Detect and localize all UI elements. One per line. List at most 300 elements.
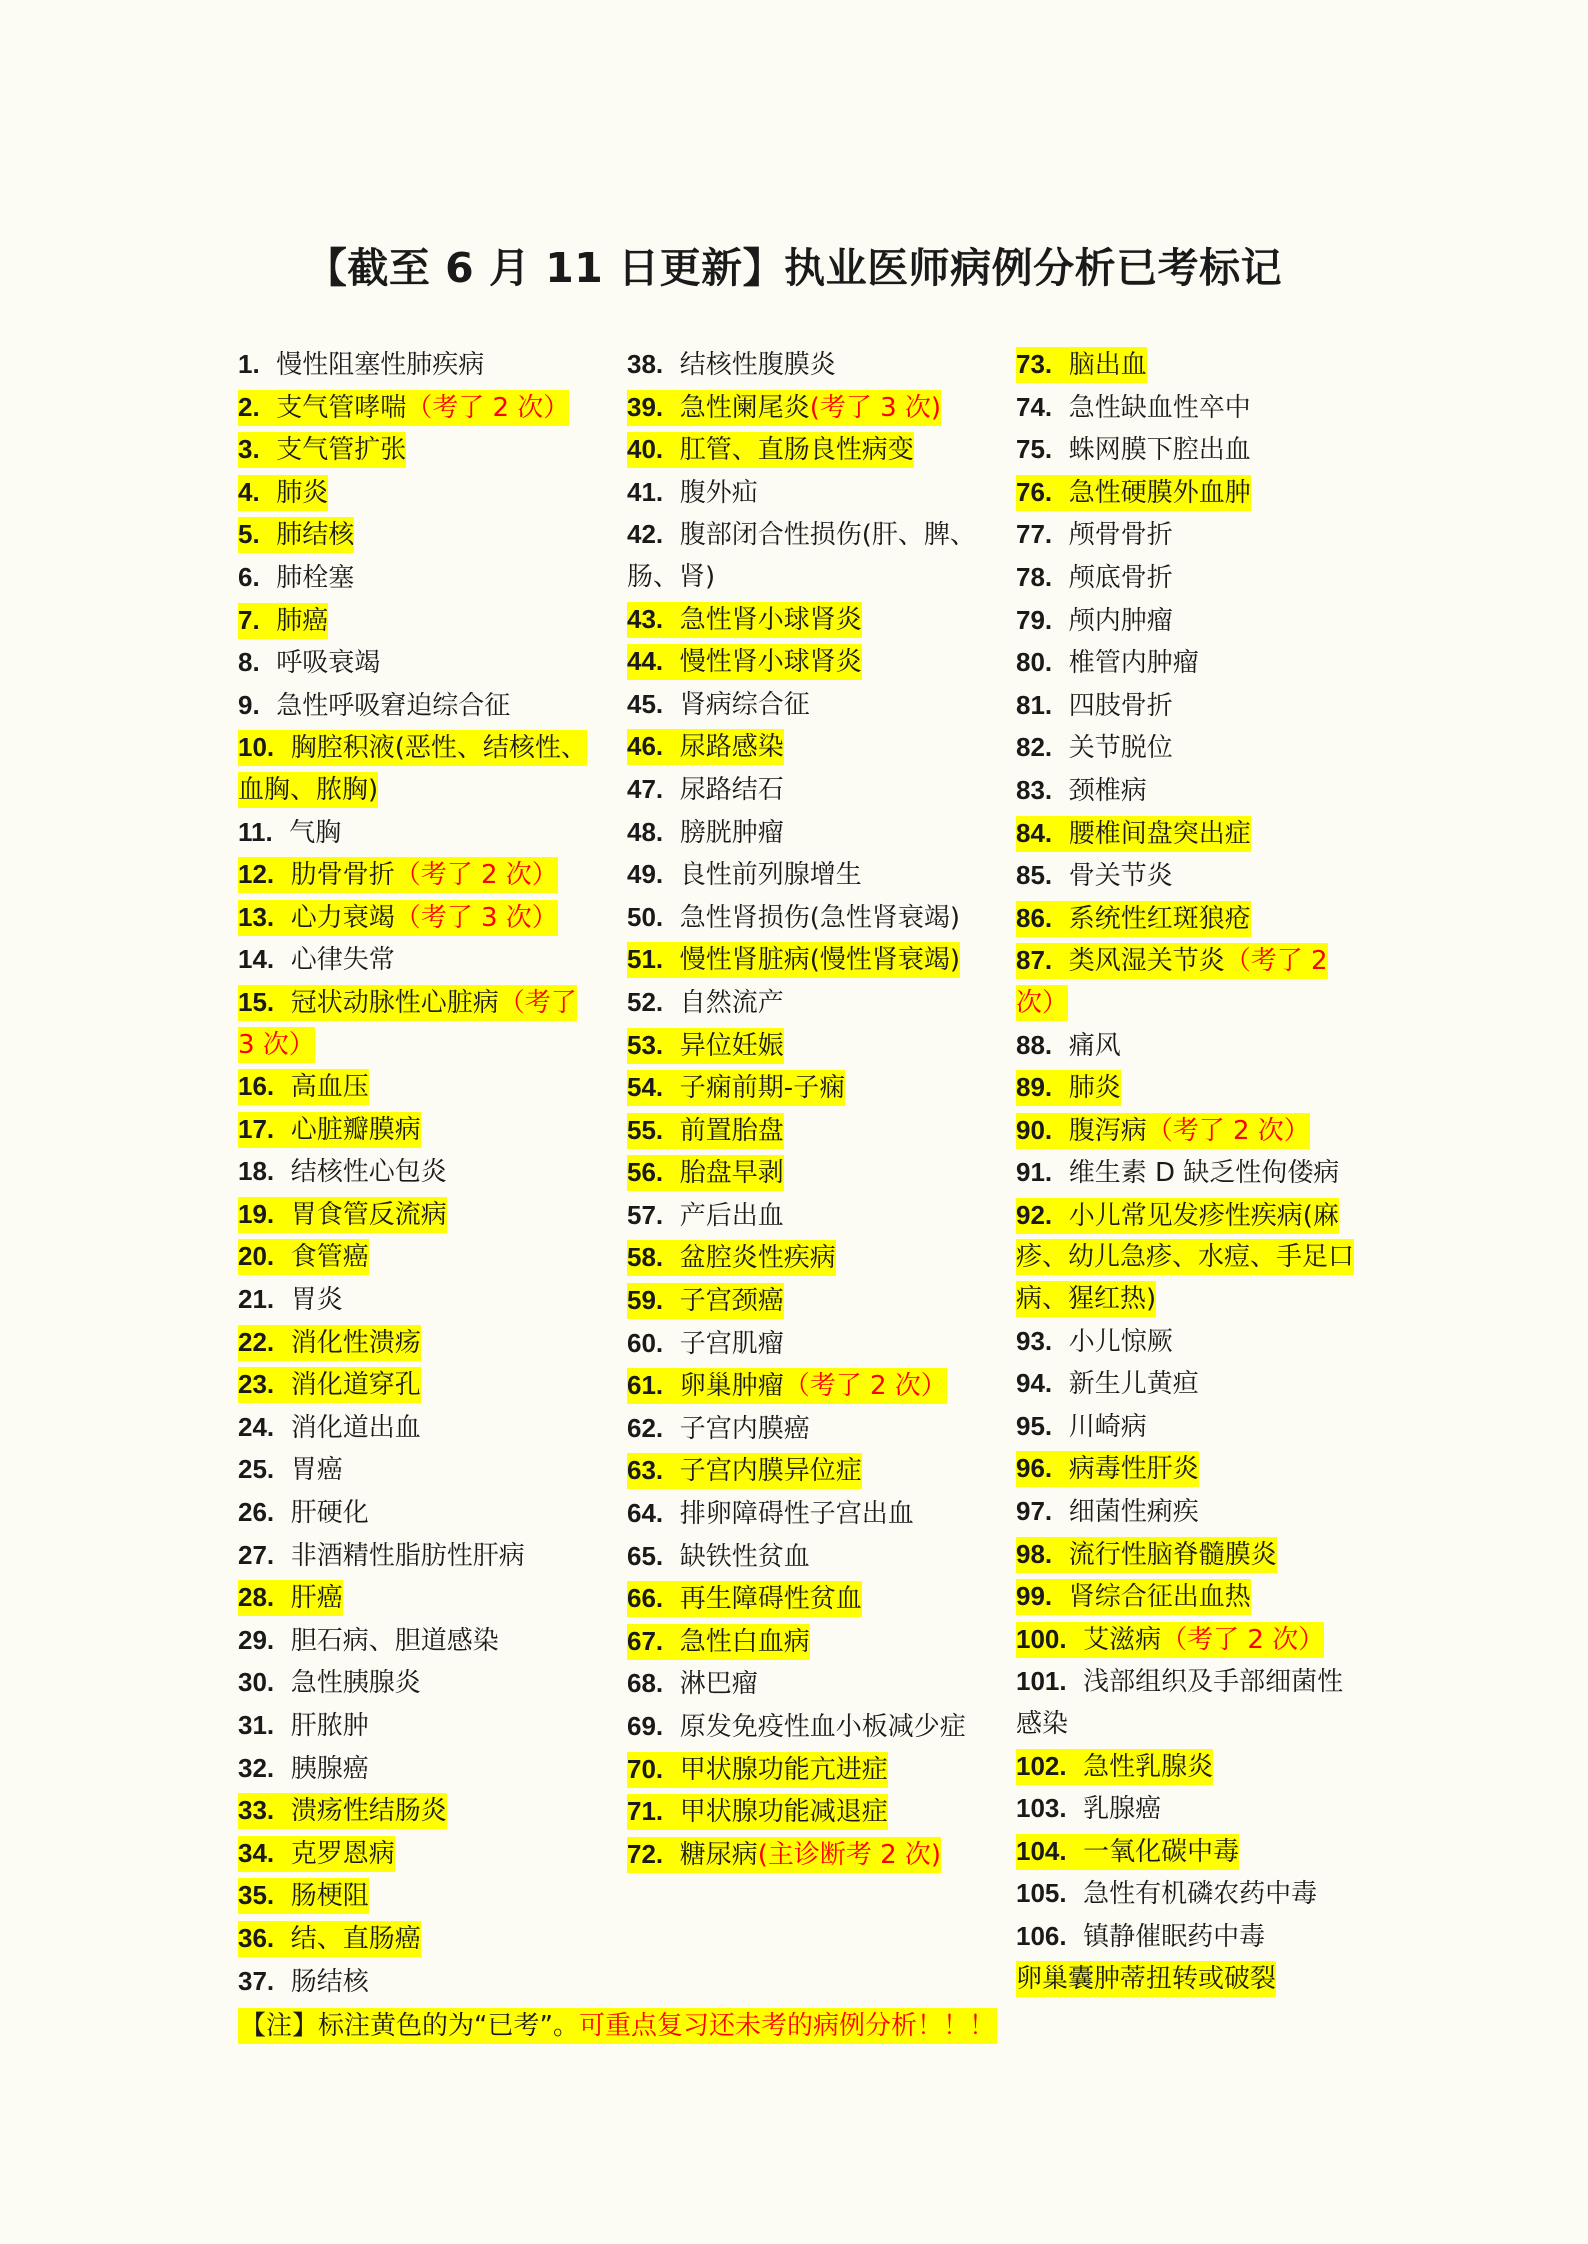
list-item — [627, 812, 977, 855]
item-text: 颈椎病 — [1068, 775, 1147, 806]
item-text: 结核性腹膜炎 — [679, 350, 836, 380]
footnote — [238, 2006, 997, 2046]
item-text: 四肢骨折 — [1068, 690, 1173, 721]
list-item — [238, 1833, 588, 1876]
list-item — [238, 982, 588, 1066]
list-item — [238, 472, 588, 515]
list-item — [1016, 1025, 1356, 1068]
list-item — [627, 897, 977, 940]
item-text: 异位妊娠 — [679, 1030, 784, 1061]
list-item — [1016, 1661, 1356, 1745]
item-text: 良性前列腺增生 — [679, 860, 862, 891]
item-number: 44. — [627, 646, 664, 677]
list-item — [238, 1918, 588, 1961]
item-number: 51. — [627, 944, 664, 975]
item-text: 急性缺血性卒中 — [1068, 392, 1251, 423]
item-number: 61. — [627, 1370, 664, 1401]
item-number: 92. — [1016, 1199, 1053, 1230]
item-number: 16. — [238, 1071, 275, 1102]
item-text: 结、直肠癌 — [290, 1923, 421, 1954]
item-text: 肺栓塞 — [276, 562, 355, 593]
item-text: 消化道出血 — [290, 1412, 421, 1443]
list-item — [1016, 472, 1356, 515]
item-number: 73. — [1016, 349, 1053, 379]
item-text: 尿路感染 — [679, 732, 784, 763]
item-number: 83. — [1016, 774, 1053, 805]
item-text: 糖尿病 — [679, 1839, 758, 1870]
item-number: 106. — [1016, 1920, 1067, 1951]
item-number: 77. — [1016, 519, 1053, 550]
list-item — [238, 557, 588, 600]
item-text: 急性乳腺炎 — [1083, 1751, 1214, 1782]
item-text: 胰腺癌 — [290, 1753, 369, 1784]
list-item — [1016, 1363, 1356, 1406]
list-item — [627, 1067, 977, 1110]
item-number: 11. — [238, 816, 273, 847]
item-text: 排卵障碍性子宫出血 — [679, 1499, 914, 1530]
item-text: 艾滋病 — [1083, 1624, 1162, 1655]
item-text: 维生素 D 缺乏性佝偻病 — [1068, 1158, 1340, 1189]
item-number: 10. — [238, 732, 275, 763]
item-number: 41. — [627, 476, 664, 507]
item-number: 13. — [238, 901, 275, 932]
list-item — [238, 1620, 588, 1663]
item-number: 63. — [627, 1455, 664, 1486]
item-number: 99. — [1016, 1581, 1053, 1612]
item-number: 50. — [627, 901, 664, 932]
item-number: 66. — [627, 1583, 664, 1614]
item-number: 84. — [1016, 817, 1053, 848]
item-number: 60. — [627, 1327, 664, 1358]
list-item — [627, 1834, 977, 1877]
item-text: 细菌性痢疾 — [1068, 1497, 1199, 1528]
item-text: 小儿常见发疹性疾病(麻疹、幼儿急疹、水痘、手足口病、猩红热) — [1016, 1200, 1355, 1315]
item-number: 37. — [238, 1965, 275, 1996]
item-text: 溃疡性结肠炎 — [290, 1796, 447, 1827]
item-text: 急性呼吸窘迫综合征 — [276, 690, 511, 721]
item-text: 子宫内膜异位症 — [679, 1456, 862, 1487]
item-number: 48. — [627, 816, 664, 847]
item-text: 消化道穿孔 — [290, 1370, 421, 1401]
list-item — [627, 1365, 977, 1408]
item-text: 椎管内肿瘤 — [1068, 648, 1199, 679]
list-item — [627, 429, 977, 472]
item-number: 76. — [1016, 476, 1053, 507]
list-item — [627, 1195, 977, 1238]
item-text: 慢性肾小球肾炎 — [679, 647, 862, 678]
list-item — [238, 1364, 588, 1407]
item-text: 腹外疝 — [679, 477, 758, 508]
item-text: 急性硬膜外血肿 — [1068, 477, 1251, 508]
item-text: 镇静催眠药中毒 — [1083, 1921, 1266, 1952]
item-number: 26. — [238, 1497, 275, 1528]
item-number: 36. — [238, 1922, 275, 1953]
list-item — [627, 684, 977, 727]
item-text: 系统性红斑狼疮 — [1068, 903, 1251, 934]
list-item — [238, 344, 588, 387]
item-text: 尿路结石 — [679, 774, 784, 805]
list-item — [627, 1152, 977, 1195]
item-number: 87. — [1016, 945, 1053, 976]
item-number: 103. — [1016, 1793, 1067, 1824]
item-number: 43. — [627, 603, 664, 634]
item-number: 45. — [627, 688, 664, 719]
item-text: 子宫内膜癌 — [679, 1413, 810, 1444]
list-item — [238, 812, 588, 855]
list-item — [1016, 940, 1356, 1024]
list-item — [238, 429, 588, 472]
item-text: 肋骨骨折 — [290, 860, 395, 891]
list-item — [627, 1237, 977, 1280]
item-number: 19. — [238, 1198, 275, 1229]
item-number: 2. — [238, 391, 260, 422]
list-item — [1016, 1619, 1356, 1662]
list-item — [1016, 1067, 1356, 1110]
exam-list-column-1 — [238, 344, 588, 2003]
item-number: 74. — [1016, 391, 1053, 422]
item-number: 94. — [1016, 1368, 1053, 1399]
list-item — [238, 1875, 588, 1918]
list-item — [627, 1621, 977, 1664]
item-text: 肝脓肿 — [290, 1711, 369, 1741]
item-text: 高血压 — [290, 1072, 369, 1103]
list-item — [627, 769, 977, 812]
item-number: 55. — [627, 1114, 664, 1145]
list-item — [1016, 770, 1356, 813]
item-text: 结核性心包炎 — [290, 1157, 447, 1188]
list-item — [627, 472, 977, 515]
list-item — [627, 1749, 977, 1792]
list-item — [627, 1536, 977, 1579]
item-number: 54. — [627, 1072, 664, 1103]
item-number: 20. — [238, 1241, 275, 1272]
item-number: 75. — [1016, 434, 1053, 465]
item-number: 14. — [238, 944, 275, 975]
list-item — [1016, 514, 1356, 557]
item-number: 8. — [238, 647, 260, 678]
list-item — [238, 1194, 588, 1237]
item-text: 慢性阻塞性肺疾病 — [276, 350, 485, 380]
exam-count-note: （考了 2 次） — [406, 392, 570, 423]
item-text: 膀胱肿瘤 — [679, 817, 784, 848]
item-number: 85. — [1016, 860, 1053, 891]
list-item — [627, 1025, 977, 1068]
list-item — [238, 1748, 588, 1791]
item-text: 子痫前期-子痫 — [679, 1073, 846, 1104]
item-number: 49. — [627, 859, 664, 890]
item-number: 47. — [627, 773, 664, 804]
list-item — [238, 1407, 588, 1450]
item-number: 88. — [1016, 1029, 1053, 1060]
exam-count-note: （考了 3 次） — [394, 902, 558, 933]
exam-count-note: （考了 3 次） — [238, 987, 577, 1060]
list-item — [1016, 1746, 1356, 1789]
item-text: 心力衰竭 — [290, 902, 395, 933]
item-text: 急性阑尾炎 — [679, 392, 810, 423]
item-number: 62. — [627, 1412, 664, 1443]
item-number: 15. — [238, 986, 275, 1017]
exam-list-column-3 — [1016, 344, 1356, 2000]
item-number: 1. — [238, 349, 260, 379]
list-item — [1016, 1110, 1356, 1153]
item-number: 82. — [1016, 732, 1053, 763]
item-text: 克罗恩病 — [290, 1838, 395, 1869]
item-text: 急性胰腺炎 — [290, 1668, 421, 1699]
list-item — [238, 854, 588, 897]
item-number: 18. — [238, 1156, 275, 1187]
item-text: 类风湿关节炎 — [1068, 946, 1225, 977]
item-number: 31. — [238, 1710, 275, 1740]
item-text: 脑出血 — [1068, 350, 1147, 380]
list-item — [238, 685, 588, 728]
item-number: 17. — [238, 1113, 275, 1144]
item-number: 22. — [238, 1326, 275, 1357]
list-item — [627, 1791, 977, 1834]
item-number: 25. — [238, 1454, 275, 1485]
list-item — [627, 1493, 977, 1536]
item-text: 卵巢囊肿蒂扭转或破裂 — [1016, 1963, 1277, 1994]
item-number: 79. — [1016, 604, 1053, 635]
item-number: 65. — [627, 1540, 664, 1571]
item-text: 颅底骨折 — [1068, 562, 1173, 593]
item-number: 78. — [1016, 561, 1053, 592]
item-number: 58. — [627, 1242, 664, 1273]
list-item — [1016, 1534, 1356, 1577]
list-item — [1016, 1831, 1356, 1874]
item-number: 80. — [1016, 647, 1053, 678]
item-number: 97. — [1016, 1496, 1053, 1527]
list-item — [1016, 898, 1356, 941]
list-item — [238, 514, 588, 557]
exam-count-note: （考了 2 次） — [1016, 946, 1328, 1018]
list-item — [238, 1449, 588, 1492]
item-number: 96. — [1016, 1453, 1053, 1484]
item-text: 胸腔积液(恶性、结核性、血胸、脓胸) — [238, 733, 587, 805]
item-text: 胆石病、胆道感染 — [290, 1625, 499, 1656]
item-text: 蛛网膜下腔出血 — [1068, 435, 1251, 466]
item-text: 腹泻病 — [1068, 1115, 1147, 1146]
item-text: 肝硬化 — [290, 1498, 369, 1529]
list-item — [1016, 429, 1356, 472]
item-text: 甲状腺功能亢进症 — [679, 1754, 888, 1785]
exam-count-note: （考了 2 次） — [783, 1371, 947, 1402]
list-item — [1016, 1152, 1356, 1195]
list-item — [627, 1280, 977, 1323]
item-number: 69. — [627, 1711, 664, 1741]
list-item — [238, 1322, 588, 1365]
footnote-emphasis: 可重点复习还未考的病例分析！！！ — [578, 2011, 995, 2041]
item-number: 98. — [1016, 1538, 1053, 1569]
item-text: 原发免疫性血小板减少症 — [679, 1712, 966, 1742]
item-number: 4. — [238, 476, 260, 507]
item-text: 卵巢肿瘤 — [679, 1371, 784, 1402]
item-number: 91. — [1016, 1157, 1053, 1188]
item-number: 3. — [238, 434, 260, 465]
item-number: 81. — [1016, 689, 1053, 720]
item-text: 颅骨骨折 — [1068, 520, 1173, 551]
item-text: 痛风 — [1068, 1030, 1121, 1061]
item-text: 肾综合征出血热 — [1068, 1582, 1251, 1613]
exam-count-note: （考了 2 次） — [1146, 1115, 1310, 1146]
item-number: 46. — [627, 731, 664, 762]
item-text: 甲状腺功能减退症 — [679, 1797, 888, 1828]
item-text: 支气管哮喘 — [276, 392, 407, 423]
item-text: 关节脱位 — [1068, 733, 1173, 764]
item-text: 肠梗阻 — [290, 1881, 369, 1912]
list-item — [1016, 1959, 1356, 2001]
list-item — [238, 387, 588, 430]
item-text: 浅部组织及手部细菌性感染 — [1016, 1667, 1344, 1739]
item-text: 急性肾损伤(急性肾衰竭) — [679, 902, 960, 933]
item-number: 67. — [627, 1625, 664, 1656]
list-item — [238, 1790, 588, 1833]
item-number: 24. — [238, 1411, 275, 1442]
item-text: 食管癌 — [290, 1242, 369, 1273]
list-item — [1016, 1916, 1356, 1959]
item-text: 肠结核 — [290, 1966, 369, 1997]
item-text: 呼吸衰竭 — [276, 648, 381, 679]
item-number: 28. — [238, 1582, 275, 1613]
item-text: 胃癌 — [290, 1455, 343, 1486]
item-text: 病毒性肝炎 — [1068, 1454, 1199, 1485]
item-text: 新生儿黄疸 — [1068, 1369, 1199, 1400]
list-item — [1016, 557, 1356, 600]
item-number: 89. — [1016, 1072, 1053, 1103]
list-item — [238, 1109, 588, 1152]
list-item — [627, 344, 977, 387]
item-text: 前置胎盘 — [679, 1115, 784, 1146]
item-text: 产后出血 — [679, 1200, 784, 1231]
list-item — [627, 1408, 977, 1451]
list-item — [627, 726, 977, 769]
item-number: 35. — [238, 1880, 275, 1911]
item-text: 再生障碍性贫血 — [679, 1584, 862, 1615]
item-text: 急性有机磷农药中毒 — [1083, 1879, 1318, 1910]
list-item — [1016, 727, 1356, 770]
item-number: 90. — [1016, 1114, 1053, 1145]
list-item — [238, 1662, 588, 1705]
list-item — [1016, 1491, 1356, 1534]
item-number: 56. — [627, 1157, 664, 1188]
list-item — [627, 982, 977, 1025]
list-item — [627, 1578, 977, 1621]
item-number: 104. — [1016, 1835, 1067, 1866]
item-number: 23. — [238, 1369, 275, 1400]
list-item — [627, 1323, 977, 1366]
item-text: 腰椎间盘突出症 — [1068, 818, 1251, 849]
list-item — [627, 1663, 977, 1706]
list-item — [238, 1151, 588, 1194]
item-number: 5. — [238, 519, 260, 550]
item-text: 乳腺癌 — [1083, 1794, 1162, 1825]
item-text: 非酒精性脂肪性肝病 — [290, 1540, 525, 1571]
list-item — [238, 1066, 588, 1109]
item-number: 40. — [627, 434, 664, 465]
item-number: 57. — [627, 1199, 664, 1230]
list-item — [238, 727, 588, 811]
list-item — [1016, 855, 1356, 898]
footnote-text: 【注】标注黄色的为“已考”。 — [240, 2011, 579, 2041]
item-text: 肺癌 — [276, 605, 329, 636]
list-item — [1016, 642, 1356, 685]
item-text: 盆腔炎性疾病 — [679, 1243, 836, 1274]
list-item — [627, 854, 977, 897]
item-number: 9. — [238, 689, 260, 720]
item-number: 6. — [238, 561, 260, 592]
list-item — [1016, 1321, 1356, 1364]
list-item — [238, 939, 588, 982]
item-number: 53. — [627, 1029, 664, 1060]
item-number: 7. — [238, 604, 260, 635]
item-number: 33. — [238, 1795, 275, 1826]
list-item — [627, 641, 977, 684]
list-item — [1016, 387, 1356, 430]
item-number: 100. — [1016, 1623, 1067, 1654]
item-number: 102. — [1016, 1750, 1067, 1781]
item-text: 子宫肌瘤 — [679, 1328, 784, 1359]
item-text: 肾病综合征 — [679, 689, 810, 720]
item-number: 64. — [627, 1498, 664, 1529]
list-item — [238, 1535, 588, 1578]
list-item — [238, 600, 588, 643]
item-number: 70. — [627, 1753, 664, 1784]
item-text: 缺铁性贫血 — [679, 1541, 810, 1572]
item-text: 淋巴瘤 — [679, 1669, 758, 1700]
item-text: 慢性肾脏病(慢性肾衰竭) — [679, 945, 960, 976]
item-number: 21. — [238, 1284, 275, 1315]
list-item — [1016, 813, 1356, 856]
list-item — [1016, 1873, 1356, 1916]
item-number: 39. — [627, 391, 664, 422]
list-item — [1016, 600, 1356, 643]
list-item — [627, 599, 977, 642]
item-text: 心脏瓣膜病 — [290, 1114, 421, 1145]
list-item — [627, 1706, 977, 1749]
item-number: 93. — [1016, 1325, 1053, 1356]
exam-count-note: (考了 3 次) — [809, 392, 942, 423]
item-number: 38. — [627, 349, 664, 379]
item-number: 105. — [1016, 1878, 1067, 1909]
item-number: 52. — [627, 986, 664, 1017]
list-item — [627, 514, 977, 598]
item-number: 86. — [1016, 902, 1053, 933]
item-text: 肺炎 — [276, 477, 329, 508]
item-text: 急性白血病 — [679, 1626, 810, 1657]
item-number: 71. — [627, 1796, 664, 1827]
item-text: 流行性脑脊髓膜炎 — [1068, 1539, 1277, 1570]
item-text: 肺结核 — [276, 520, 355, 551]
item-number: 29. — [238, 1624, 275, 1655]
item-text: 气胸 — [289, 817, 342, 848]
exam-list-column-2 — [627, 344, 977, 1876]
list-item — [238, 1236, 588, 1279]
item-text: 肺炎 — [1068, 1073, 1121, 1104]
item-text: 心律失常 — [290, 945, 395, 976]
item-text: 川崎病 — [1068, 1411, 1147, 1442]
page-title: 【截至 6 月 11 日更新】执业医师病例分析已考标记 — [305, 244, 1283, 292]
list-item — [1016, 1576, 1356, 1619]
exam-count-note: (主诊断考 2 次) — [757, 1839, 942, 1870]
list-item — [238, 642, 588, 685]
item-text: 胃食管反流病 — [290, 1199, 447, 1230]
exam-count-note: （考了 2 次） — [1161, 1624, 1325, 1655]
list-item — [1016, 1406, 1356, 1449]
list-item — [238, 1705, 588, 1748]
item-text: 胃炎 — [290, 1285, 343, 1316]
item-text: 自然流产 — [679, 987, 784, 1018]
item-number: 95. — [1016, 1410, 1053, 1441]
list-item — [627, 387, 977, 430]
